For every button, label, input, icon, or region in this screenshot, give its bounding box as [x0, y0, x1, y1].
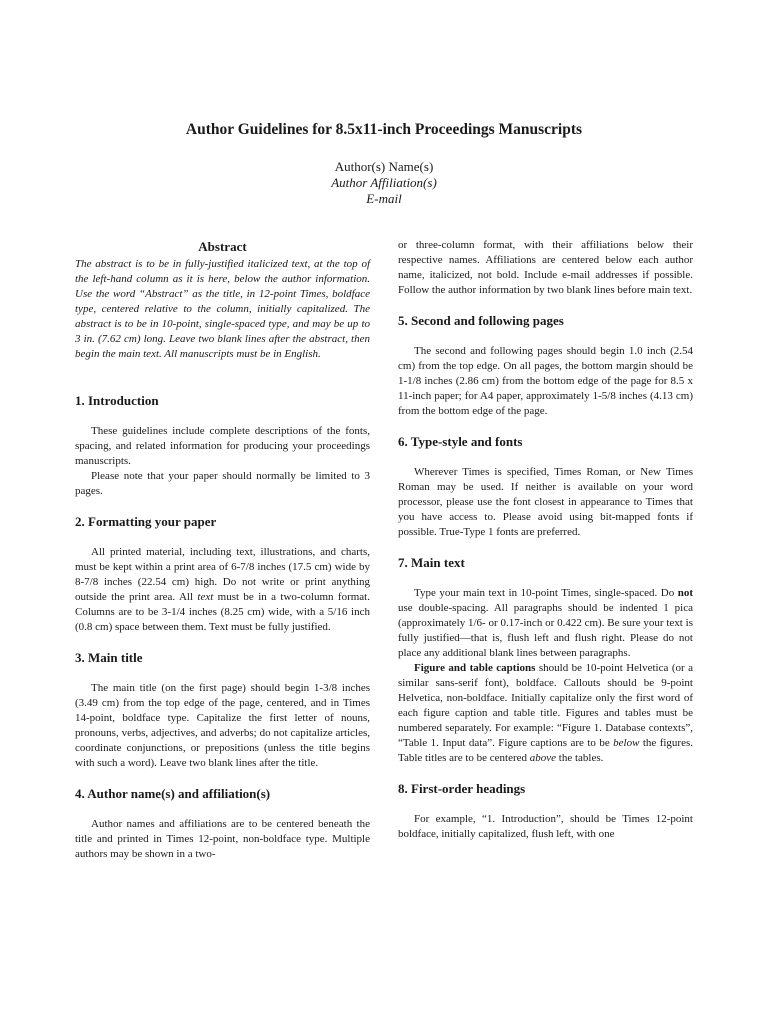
right-column	[398, 238, 693, 842]
paper-title: Author Guidelines for 8.5x11-inch Proceedings Manuscripts	[185, 121, 583, 138]
captions-text-2: the figures. Table titles are to be centered	[398, 737, 694, 764]
author-block	[0, 159, 768, 207]
section-heading-authors: 4. Author name(s) and affiliation(s)	[75, 786, 271, 801]
main-text-1a: Type your main text in 10-point Times, single-spaced. Do	[414, 587, 678, 599]
authors-paragraph-continued: or three-column format, with their affiliations below their respective names. Affiliations are centered below each author name, italicized, not bold. Include e-mail addresses if possible. Follow the author information by two blank lines before main text.	[398, 239, 693, 296]
authors-paragraph: Author names and affiliations are to be centered beneath the title and printed in Times 12-point, non-boldface type. Multiple authors may be shown in a two-	[75, 818, 370, 860]
section-heading-main-title: 3. Main title	[75, 650, 143, 665]
captions-bold-label: Figure and table captions	[414, 662, 536, 674]
section-heading-type-style: 6. Type-style and fonts	[398, 434, 523, 449]
intro-paragraph-2: Please note that your paper should normally be limited to 3 pages.	[75, 470, 370, 497]
first-order-paragraph: For example, “1. Introduction”, should be Times 12-point boldface, initially capitalized, flush left, with one	[398, 813, 693, 840]
captions-emphasis-above: above	[529, 752, 557, 764]
formatting-text-1: All printed material, including text, illustrations, and charts, must be kept within a print area of 6-7/8 inches (17.5 cm) wide by 8-7/8 inches (22.54 cm) high. Do not write or print anything outside the print area. All	[75, 546, 370, 603]
main-text-bold-not: not	[677, 587, 693, 599]
main-text-paragraph-2	[398, 661, 693, 766]
main-text-paragraph-1	[398, 586, 693, 661]
type-style-paragraph: Wherever Times is specified, Times Roman, or New Times Roman may be used. If neither is available on your word processor, please use the font closest in appearance to Times that you have access to. Please avoid using bit-mapped fonts if possible. True-Type 1 fonts are preferred.	[398, 466, 693, 538]
author-name: Author(s) Name(s)	[334, 159, 434, 174]
abstract-heading: Abstract	[198, 239, 247, 254]
section-heading-first-order: 8. First-order headings	[398, 781, 526, 796]
captions-text-1: should be 10-point Helvetica (or a similar sans-serif font), boldface. Callouts should be 9-point Helvetica, non-boldface. Initially capitalize only the first word of each figure caption and table title. Figures and tables must be numbered separately. For example: “Figure 1. Database contexts”, “Table 1. Input data”. Figure captions are to be	[398, 662, 693, 749]
left-column	[75, 238, 370, 862]
section-heading-main-text: 7. Main text	[398, 555, 465, 570]
formatting-text-emphasis: text	[197, 591, 214, 603]
main-title-paragraph: The main title (on the first page) should begin 1-3/8 inches (3.49 cm) from the top edge of the page, centered, and in Times 14-point, boldface type. Capitalize the first letter of nouns, pronouns, verbs, adjectives, and adverbs; do not capitalize articles, coordinate conjunctions, or prepositions (unless the title begins with such a word). Leave two blank lines after the title.	[75, 682, 370, 769]
section-heading-formatting: 2. Formatting your paper	[75, 514, 217, 529]
captions-emphasis-below: below	[613, 737, 640, 749]
section-heading-second-pages: 5. Second and following pages	[398, 313, 564, 328]
author-email: E-mail	[366, 191, 402, 206]
formatting-text-2: must be in a two-column format. Columns are to be 3-1/4 inches (8.25 cm) wide, with a 5/16 inch (0.8 cm) space between them. Text must be fully justified.	[75, 591, 370, 633]
abstract-text: The abstract is to be in fully-justified italicized text, at the top of the left-hand column as it is here, below the author information. Use the word “Abstract” as the title, in 12-point Times, boldface type, centered relative to the column, initially capitalized. The abstract is to be in 10-point, single-spaced type, and may be up to 3 in. (7.62 cm) long. Leave two blank lines after the abstract, then begin the main text. All manuscripts must be in English.	[75, 258, 370, 360]
formatting-paragraph	[75, 545, 370, 635]
second-pages-paragraph: The second and following pages should begin 1.0 inch (2.54 cm) from the top edge. On all pages, the bottom margin should be 1-1/8 inches (2.86 cm) from the bottom edge of the page for 8.5 x 11-inch paper; for A4 paper, approximately 1-5/8 inches (4.13 cm) from the bottom edge of the page.	[398, 345, 693, 417]
captions-text-3: the tables.	[556, 752, 604, 764]
section-heading-introduction: 1. Introduction	[75, 393, 159, 408]
author-affiliation: Author Affiliation(s)	[331, 175, 437, 190]
intro-paragraph-1: These guidelines include complete descriptions of the fonts, spacing, and related information for producing your proceedings manuscripts.	[75, 425, 370, 467]
main-text-1c: use double-spacing. All paragraphs should be indented 1 pica (approximately 1/6- or 0.17-inch or 0.422 cm). Be sure your text is fully justified—that is, flush left and flush right. Please do not place any additional blank lines between paragraphs.	[398, 602, 693, 659]
